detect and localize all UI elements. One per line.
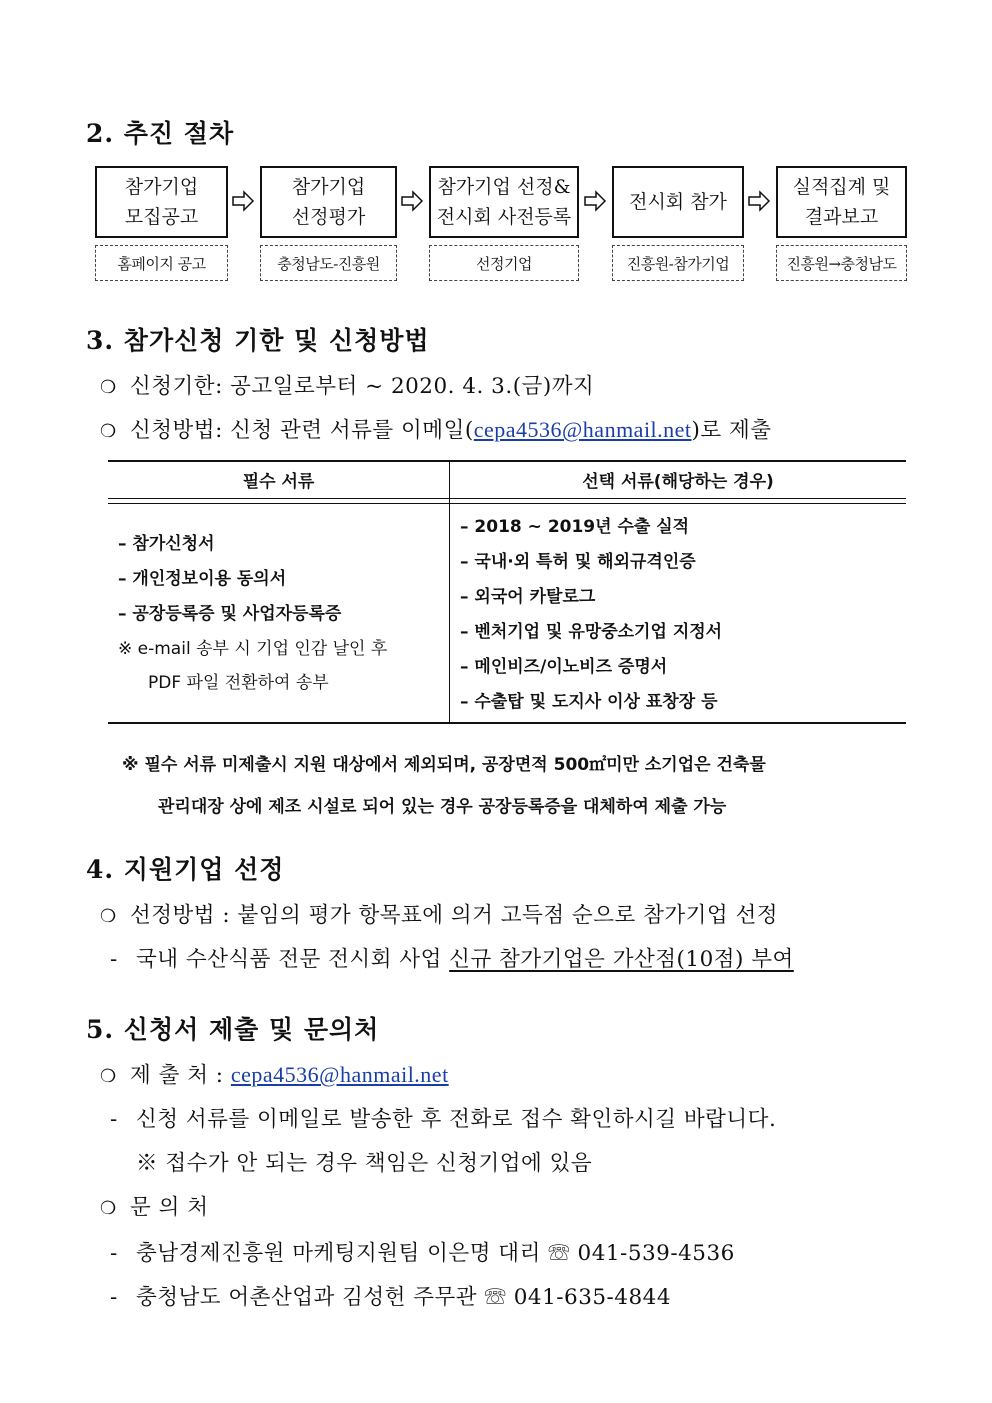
notice-line-1: ※ 필수 서류 미제출시 지원 대상에서 제외되며, 공장면적 500㎡미만 소기업은 건축물 <box>122 755 766 775</box>
circle-bullet-icon: ❍ <box>100 377 117 398</box>
contact-1: 충남경제진흥원 마케팅지원팀 이은명 대리 ☏ 041-539-4536 <box>136 1241 735 1266</box>
flow-sub-evaluation: 충청남도-진흥원 <box>260 245 397 281</box>
arrow-right-icon <box>231 190 255 212</box>
method-prefix: 신청방법: 신청 관련 서류를 이메일( <box>130 418 474 443</box>
submit-instruction-line <box>110 1102 776 1133</box>
section5-title: 5. 신청서 제출 및 문의처 <box>86 1015 380 1044</box>
circle-bullet-icon: ❍ <box>100 1066 117 1087</box>
list-item: – 벤처기업 및 유망중소기업 지정서 <box>460 622 723 642</box>
list-item: – 참가신청서 <box>118 534 215 554</box>
dash-bullet: - <box>110 1107 118 1132</box>
contact-line-1 <box>110 1236 735 1267</box>
selection-method-line <box>100 898 778 929</box>
dash-bullet: - <box>110 1241 118 1266</box>
arrow-right-icon <box>400 190 424 212</box>
selection-method-text: 선정방법 : 붙임의 평가 항목표에 의거 고득점 순으로 참가기업 선정 <box>130 903 779 928</box>
optional-list <box>460 510 722 720</box>
method-suffix: )로 제출 <box>691 418 772 443</box>
arrow-right-icon <box>747 190 771 212</box>
submit-instruction: 신청 서류를 이메일로 발송한 후 전화로 접수 확인하시길 바랍니다. <box>136 1107 777 1132</box>
section4-title: 4. 지원기업 선정 <box>86 855 285 884</box>
header-optional: 선택 서류(해당하는 경우) <box>582 471 774 492</box>
deadline-text: 신청기한: 공고일로부터 ~ 2020. 4. 3.(금)까지 <box>130 374 595 399</box>
notice <box>122 744 912 828</box>
notice-line-2: 관리대장 상에 제조 시설로 되어 있는 경우 공장등록증을 대체하여 제출 가능 <box>158 797 727 817</box>
email-link[interactable]: cepa4536@hanmail.net <box>473 417 692 442</box>
list-item: – 외국어 카탈로그 <box>460 587 596 607</box>
circle-bullet-icon: ❍ <box>100 421 117 442</box>
flow-sub-recruit: 홈페이지 공고 <box>95 245 228 281</box>
flow-sub-exhibition: 진흥원-참가기업 <box>612 245 744 281</box>
list-item: – 국내·외 특허 및 해외규격인증 <box>460 552 696 572</box>
dash-bullet: - <box>110 947 118 972</box>
list-item: – 공장등록증 및 사업자등록증 <box>118 604 342 624</box>
required-note: ※ e-mail 송부 시 기업 인감 날인 후 <box>118 639 388 659</box>
header-required: 필수 서류 <box>242 471 315 492</box>
section3-title: 3. 참가신청 기한 및 신청방법 <box>86 326 430 355</box>
section2-title: 2. 추진 절차 <box>86 119 235 148</box>
flow-sub-report: 진흥원→충청남도 <box>776 245 907 281</box>
list-item: – 수출탑 및 도지사 이상 표창장 등 <box>460 692 718 712</box>
flow-step-report: 실적집계 및 결과보고 <box>776 166 907 238</box>
list-item: – 2018 ~ 2019년 수출 실적 <box>460 517 690 537</box>
required-list <box>118 527 387 700</box>
bonus-line <box>110 942 794 973</box>
responsibility-note: ※ 접수가 안 되는 경우 책임은 신청기업에 있음 <box>136 1151 593 1176</box>
method-line <box>100 413 772 444</box>
bonus-prefix: 국내 수산식품 전문 전시회 사업 <box>136 947 450 972</box>
flow-step-recruit: 참가기업 모집공고 <box>95 166 228 238</box>
required-note-cont: PDF 파일 전환하여 송부 <box>148 673 329 693</box>
deadline-line <box>100 369 594 400</box>
bonus-underlined: 신규 참가기업은 가산점(10점) 부여 <box>449 947 794 972</box>
contact-line-2 <box>110 1280 671 1311</box>
contact-2: 충청남도 어촌산업과 김성헌 주무관 ☏ 041-635-4844 <box>136 1285 672 1310</box>
circle-bullet-icon: ❍ <box>100 906 117 927</box>
flow-step-evaluation: 참가기업 선정평가 <box>260 166 397 238</box>
documents-table <box>108 460 906 724</box>
flow-sub-selection: 선정기업 <box>429 245 579 281</box>
submit-line <box>100 1058 449 1089</box>
list-item: – 개인정보이용 동의서 <box>118 569 287 589</box>
inquiry-label: 문 의 처 <box>130 1195 209 1220</box>
flow-step-selection: 참가기업 선정& 전시회 사전등록 <box>429 166 579 238</box>
list-item: – 메인비즈/이노비즈 증명서 <box>460 657 668 677</box>
circle-bullet-icon: ❍ <box>100 1198 117 1219</box>
inquiry-line <box>100 1190 208 1221</box>
submit-email-link[interactable]: cepa4536@hanmail.net <box>230 1062 449 1087</box>
flow-step-exhibition: 전시회 참가 <box>612 166 744 238</box>
arrow-right-icon <box>583 190 607 212</box>
dash-bullet: - <box>110 1285 118 1310</box>
submit-label: 제 출 처 : <box>130 1063 231 1088</box>
